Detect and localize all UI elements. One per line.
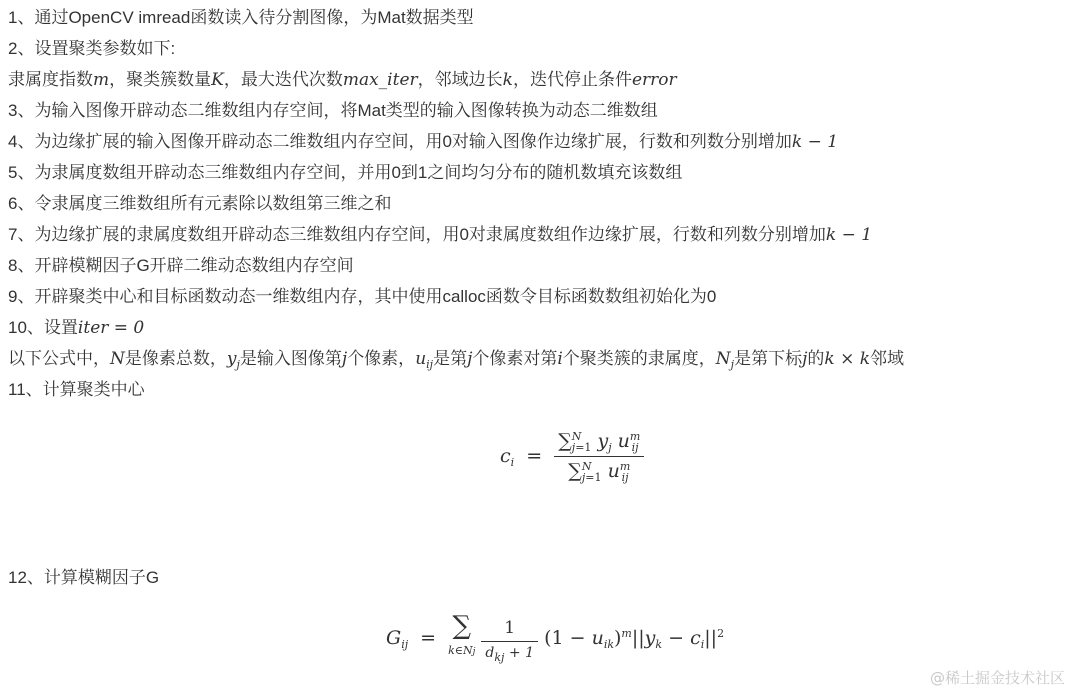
- step-1: 1、通过OpenCV imread函数读入待分割图像，为Mat数据类型: [8, 8, 474, 27]
- step-2-params: 隶属度指数m，聚类簇数量K，最大迭代次数max_iter，邻域边长k，迭代停止条件error: [8, 70, 677, 90]
- math-m: m: [93, 70, 110, 90]
- step-4: 4、为边缘扩展的输入图像开辟动态二维数组内存空间，用0对输入图像作边缘扩展，行数和列数分别增加k − 1: [8, 132, 839, 152]
- math-K: K: [211, 70, 224, 90]
- notation-notes: 以下公式中，N是像素总数，$y_j$是输入图像第j个像素，$u_{ij}$是第j个像素对第i个聚类簇的隶属度，$N_j$是第下标j的k × k邻域: [8, 349, 905, 371]
- step-5: 5、为隶属度数组开辟动态三维数组内存空间，并用0到1之间均匀分布的随机数填充该数组: [8, 163, 683, 182]
- step-3: 3、为输入图像开辟动态二维数组内存空间，将Mat类型的输入图像转换为动态二维数组: [8, 101, 658, 120]
- watermark: @稀土掘金技术社区: [929, 669, 1065, 687]
- math-error: error: [631, 70, 677, 90]
- math-k: k: [502, 70, 513, 90]
- step-12: 12、计算模糊因子G: [8, 568, 160, 587]
- step-10: 10、设置iter = 0: [8, 318, 145, 338]
- step-6: 6、令隶属度三维数组所有元素除以数组第三维之和: [8, 194, 392, 213]
- math-k-minus-1-b: k − 1: [825, 225, 873, 245]
- cluster-center-formula: $c_i$ = ∑N j=1 $y_j$ um ij ∑N j=1 um ij: [500, 430, 644, 483]
- step-7: 7、为边缘扩展的隶属度数组开辟动态三维数组内存空间，用0对隶属度数组作边缘扩展，行数和列数分别增加k − 1: [8, 225, 873, 245]
- step-8: 8、开辟模糊因子G开辟二维动态数组内存空间: [8, 256, 354, 275]
- step-9: 9、开辟聚类中心和目标函数动态一维数组内存，其中使用calloc函数令目标函数数组初始化为0: [8, 287, 717, 306]
- math-max-iter: max_iter: [342, 70, 418, 90]
- step-11: 11、计算聚类中心: [8, 380, 145, 399]
- math-k-minus-1: k − 1: [791, 132, 839, 152]
- math-iter-eq-0: iter = 0: [77, 318, 145, 338]
- fuzzy-factor-formula: $G_{ij}$ = ∑ k∈Nj $\frac{1}{d_{kj} + 1}$ $(1 - u_{ik})^m||y_k - c_i||^2$: [386, 611, 725, 664]
- step-2: 2、设置聚类参数如下:: [8, 39, 176, 58]
